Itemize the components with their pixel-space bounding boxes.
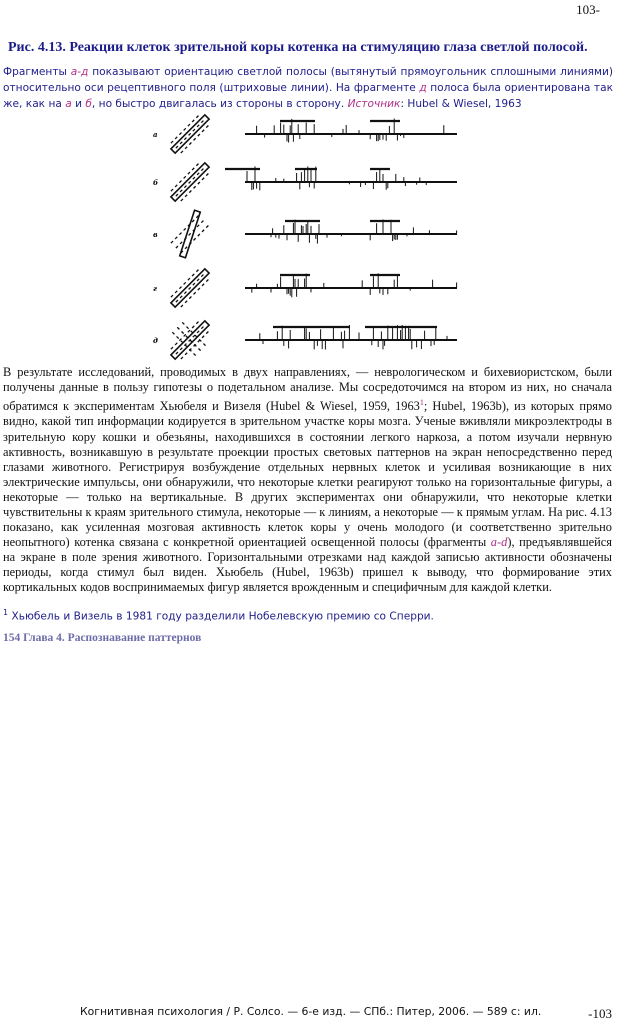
figure-caption xyxy=(3,64,613,112)
caption-text: : Hubel & Wiesel, 1963 xyxy=(400,98,522,110)
receptive-field-axis xyxy=(171,115,209,153)
stimulus-diagram xyxy=(171,321,209,359)
panel-label: в xyxy=(153,230,158,239)
footnote xyxy=(3,608,612,623)
stimulus-diagram xyxy=(171,115,209,153)
figure-title: Рис. 4.13. Реакции клеток зрительной коры котенка на стимуляцию глаза светлой полосой. xyxy=(8,40,588,55)
page-number-bottom: -103 xyxy=(588,1006,612,1021)
panel-label: д xyxy=(153,336,158,345)
body-paragraph xyxy=(3,365,612,596)
body-text: В результате исследований, проводимых в двух направлениях, — неврологическом и бихевиористском, были получены данные в пользу гипотезы о подетальном анализе. Мы сосредоточимся на втором из них, но сначала обратимся к экспериментам Хьюбеля и Визеля (Hubel & Wiesel, 1959, 1963 xyxy=(3,365,612,414)
panel-label: а xyxy=(153,130,158,139)
caption-text: полоса была ориентирована так же, как на xyxy=(3,82,613,110)
fragment-ref: а-d xyxy=(490,535,508,550)
caption-text: Фрагменты xyxy=(3,66,71,78)
stimulus-diagram xyxy=(171,163,209,201)
caption-text: и xyxy=(71,98,86,110)
caption-text: показывают ориентацию светлой полосы (вытянутый прямоугольник сплошными линиями) относительно оси рецептивного поля (штриховые линии). На фрагменте xyxy=(3,66,613,94)
footnote-text: Хьюбель и Визель в 1981 году разделили Нобелевскую премию со Сперри. xyxy=(8,610,434,623)
body-text: ), предъявлявшейся на экране в поле зрения животного. Горизонтальными отрезками над каждой записью активности обозначены периоды, когда стимул был виден. Хьюбель (Hubel, 1963b) пришел к выводу, что формирование этих кортикальных кодов воспринимаемых фигур является врожденным и специфичным для каждой клетки. xyxy=(3,535,613,595)
panel-label: г xyxy=(153,284,157,293)
page-number-top: 103- xyxy=(576,2,600,17)
receptive-field-axis xyxy=(171,269,209,307)
panel-label: б xyxy=(153,178,159,187)
receptive-field-axis xyxy=(171,163,209,201)
caption-emphasis: а-д xyxy=(70,66,89,78)
receptive-field-axis xyxy=(171,215,209,253)
chapter-reference: 154 Глава 4. Распознавание паттернов xyxy=(3,632,202,644)
body-text: ; Hubel, 1963b), из которых прямо видно, какой тип информации кодируется в зрительном участке коры мозга. Ученые вживляли микроэлектроды в зрительную кору кошки и обезьяны, находившихся в состоянии легкого наркоза, а потом изучали нервную активность, возникавшую в результате проекции простых световых паттернов на экран непосредственно перед глазами животного. Регистрируя возбуждение отдельных нервных клеток и усиливая возникающие в них электрические импульсы, они обнаружили, что некоторые клетки реагируют только на горизонтальные фигуры, а некоторые — только на вертикальные. В других экспериментах они обнаружили, что некоторые клетки чувствительны к краям зрительного стимула, некоторые — к линиям, а некоторые — к прямым углам. На рис. 4.13 показано, как усиленная мозговая активность клеток коры у очень молодого (и соответственно зрительно неопытного) котенка связана с конкретной ориентацией освещенной полосы (фрагменты xyxy=(3,399,612,550)
caption-text: , но быстро двигалась из стороны в сторону. xyxy=(91,98,348,110)
stimulus-diagram xyxy=(171,269,209,307)
stimulus-diagram xyxy=(171,210,209,258)
footnote-marker: 1 xyxy=(3,608,9,617)
bibliography-line: Когнитивная психология / Р. Солсо. — 6-е изд. — СПб.: Питер, 2006. — 589 с: ил. xyxy=(80,1005,542,1018)
caption-emphasis: Источник xyxy=(347,98,401,110)
caption-emphasis: а xyxy=(65,98,72,110)
footnote-ref[interactable]: 1 xyxy=(419,398,424,408)
figure-illustration xyxy=(145,112,475,362)
caption-emphasis: д xyxy=(419,82,427,94)
caption-emphasis: б xyxy=(85,98,92,110)
